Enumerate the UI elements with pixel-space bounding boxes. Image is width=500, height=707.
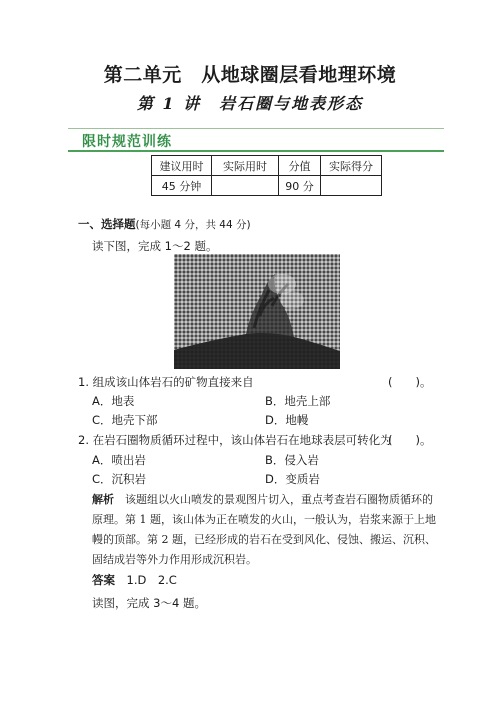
answer-line xyxy=(92,572,177,588)
table-header-cell: 实际得分 xyxy=(321,156,382,176)
option-d: D．变质岩 xyxy=(265,472,320,486)
table-header-cell: 建议用时 xyxy=(152,156,212,176)
option-b: B．侵入岩 xyxy=(265,453,319,467)
answer-label: 答案 xyxy=(92,573,115,587)
figure-prompt: 读下图，完成 1～2 题。 xyxy=(92,239,218,253)
option-c: C．地壳下部 xyxy=(92,413,158,427)
answer-blank: ( )。 xyxy=(388,433,432,447)
question-1-stem: 1. 组成该山体岩石的矿物直接来自 xyxy=(78,375,254,389)
banner-label: 限时规范训练 xyxy=(82,134,172,150)
option-a: A．喷出岩 xyxy=(92,453,146,467)
table-cell: 90 分 xyxy=(279,176,321,196)
explanation-label: 解析 xyxy=(92,493,114,506)
next-prompt: 读图，完成 3～4 题。 xyxy=(92,596,206,610)
unit-title: 第二单元 从地球圈层看地理环境 xyxy=(103,64,397,86)
explanation-text: 该题组以火山喷发的景观图片切入，重点考查岩石圈物质循环的原理。第 1 题，该山体为正在喷发的火山，一般认为，岩浆来源于上地幔的顶部。第 2 题，已经形成的岩石在受到风化、侵蚀、搬运、沉积、固结成岩等外力作用形成沉积岩。 xyxy=(92,493,436,566)
option-a: A．地表 xyxy=(92,394,135,408)
table-cell: 45 分钟 xyxy=(152,176,212,196)
table-row xyxy=(152,176,382,196)
table-header-cell: 分值 xyxy=(279,156,321,176)
table-header-cell: 实际用时 xyxy=(212,156,279,176)
volcano-photo xyxy=(174,254,340,369)
question-2-stem: 2. 在岩石圈物质循环过程中，该山体岩石在地球表层可转化为 xyxy=(78,433,392,447)
volcano-photo-icon xyxy=(174,254,340,369)
table-row xyxy=(152,156,382,176)
section-title: 一、选择题 xyxy=(78,217,136,231)
timing-table xyxy=(151,155,382,196)
section-subtitle: (每小题 4 分，共 44 分) xyxy=(135,219,251,231)
table-cell xyxy=(321,176,382,196)
answer-blank: ( )。 xyxy=(388,375,432,389)
option-d: D．地幔 xyxy=(265,413,309,427)
section-heading xyxy=(78,216,251,232)
lecture-title: 第 1 讲 岩石圈与地表形态 xyxy=(136,94,364,113)
table-cell xyxy=(212,176,279,196)
option-b: B．地壳上部 xyxy=(265,394,331,408)
explanation xyxy=(92,490,442,570)
option-c: C．沉积岩 xyxy=(92,472,147,486)
answer-text: 1.D 2.C xyxy=(126,573,177,587)
